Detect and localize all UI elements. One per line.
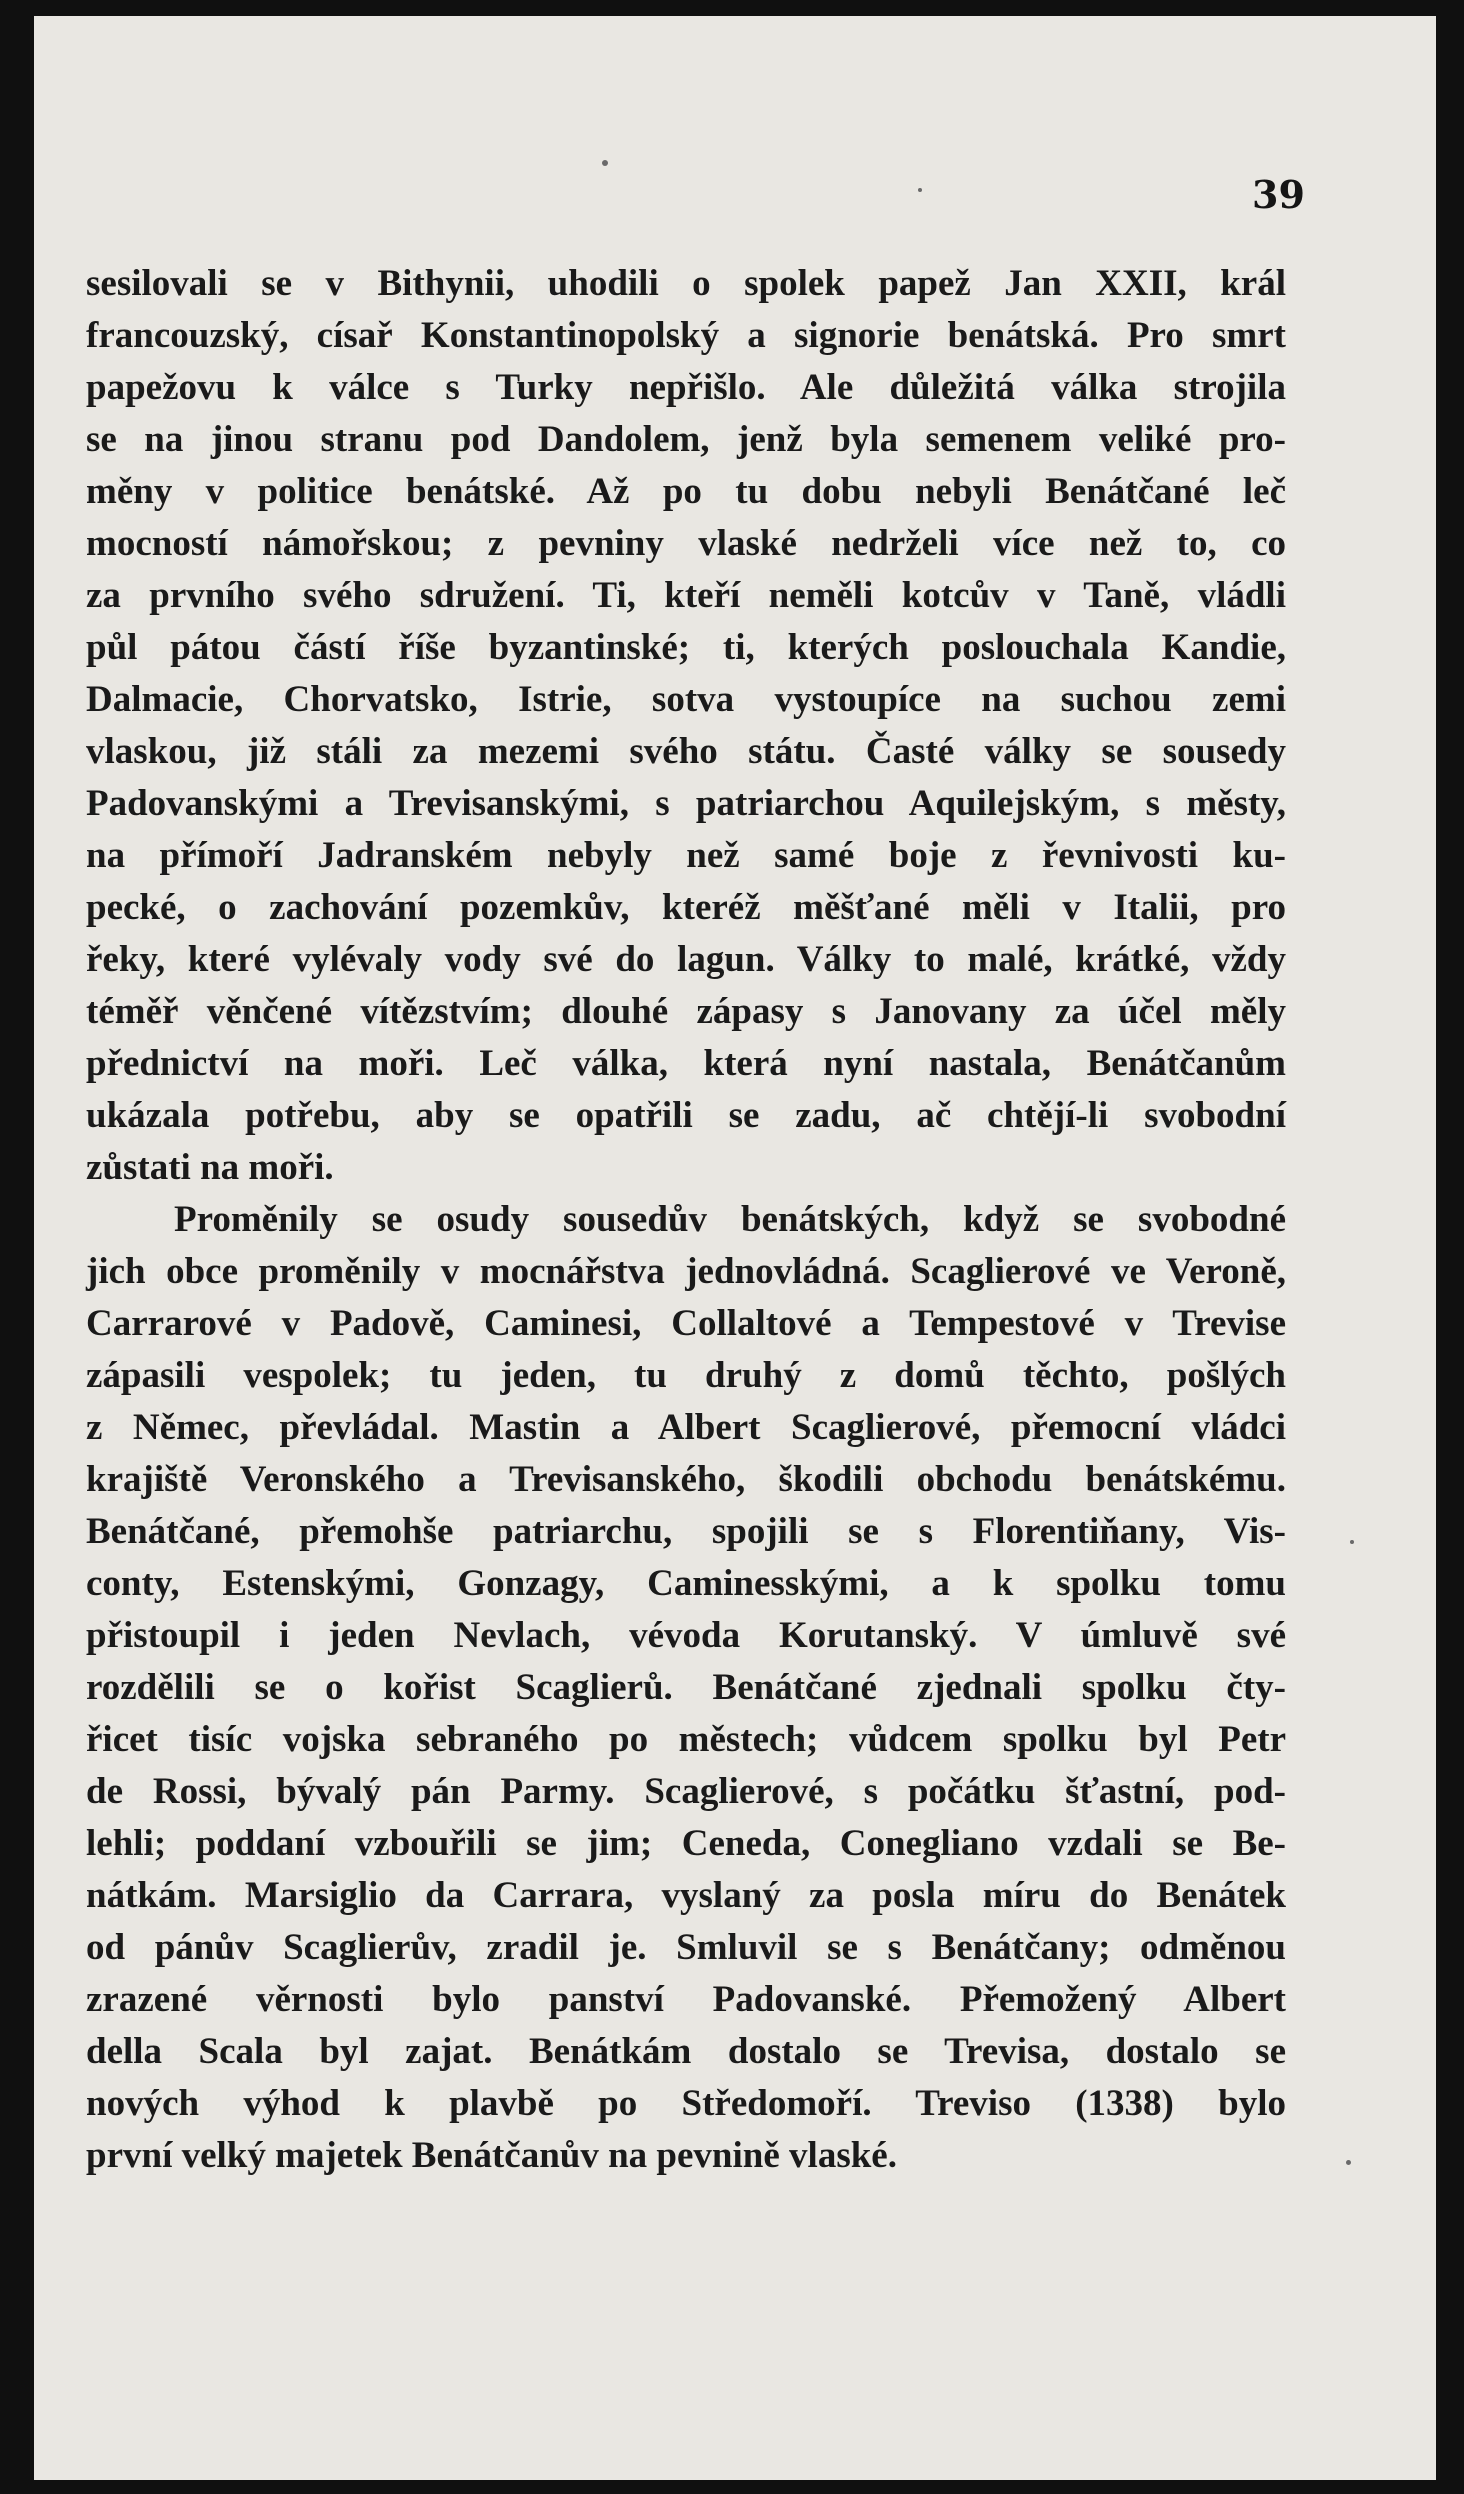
text-line: měny v politice benátské. Až po tu dobu nebyli Benátčané leč — [86, 471, 1286, 512]
text-line: zrazené věrnosti bylo panství Padovanské. Přemožený Albert — [86, 1979, 1286, 2020]
text-line: na přímoří Jadranském nebyly než samé boje z řevnivosti ku- — [86, 835, 1286, 876]
text-line: řicet tisíc vojska sebraného po městech; vůdcem spolku byl Petr — [86, 1719, 1286, 1760]
text-line: přistoupil i jeden Nevlach, vévoda Korutanský. V úmluvě své — [86, 1615, 1286, 1656]
text-line: od pánův Scaglierův, zradil je. Smluvil se s Benátčany; odměnou — [86, 1927, 1286, 1968]
text-line: conty, Estenskými, Gonzagy, Caminesskými, a k spolku tomu — [86, 1563, 1286, 1604]
text-line: za prvního svého sdružení. Ti, kteří neměli kotcův v Taně, vládli — [86, 575, 1286, 616]
text-line: z Němec, převládal. Mastin a Albert Scaglierové, přemocní vládci — [86, 1407, 1286, 1448]
text-line: lehli; poddaní vzbouřili se jim; Ceneda, Conegliano vzdali se Be- — [86, 1823, 1286, 1864]
text-line: sesilovali se v Bithynii, uhodili o spolek papež Jan XXII, král — [86, 263, 1286, 304]
text-line: mocností námořskou; z pevniny vlaské nedrželi více než to, co — [86, 523, 1286, 564]
text-line: řeky, které vylévaly vody své do lagun. Války to malé, krátké, vždy — [86, 939, 1286, 980]
text-line: de Rossi, bývalý pán Parmy. Scaglierové, s počátku šťastní, pod- — [86, 1771, 1286, 1812]
text-line: Benátčané, přemohše patriarchu, spojili se s Florentiňany, Vis- — [86, 1511, 1286, 1552]
text-line: nátkám. Marsiglio da Carrara, vyslaný za posla míru do Benátek — [86, 1875, 1286, 1916]
text-line: Carrarové v Padově, Caminesi, Collaltové a Tempestové v Trevise — [86, 1303, 1286, 1344]
text-line: francouzský, císař Konstantinopolský a signorie benátská. Pro smrt — [86, 315, 1286, 356]
text-line: zápasili vespolek; tu jeden, tu druhý z domů těchto, pošlých — [86, 1355, 1286, 1396]
text-line: Padovanskými a Trevisanskými, s patriarchou Aquilejským, s městy, — [86, 783, 1286, 824]
text-line: se na jinou stranu pod Dandolem, jenž byla semenem veliké pro- — [86, 419, 1286, 460]
scan-border-right — [1436, 0, 1464, 2494]
text-line: zůstati na moři. — [86, 1147, 334, 1188]
text-line: přednictví na moři. Leč válka, která nyní nastala, Benátčanům — [86, 1043, 1286, 1084]
text-line: krajiště Veronského a Trevisanského, škodili obchodu benátskému. — [86, 1459, 1286, 1500]
page-number: 39 — [1252, 172, 1305, 217]
scan-speck — [918, 188, 922, 192]
text-line: della Scala byl zajat. Benátkám dostalo se Trevisa, dostalo se — [86, 2031, 1286, 2072]
text-line: téměř věnčené vítězstvím; dlouhé zápasy s Janovany za účel měly — [86, 991, 1286, 1032]
scan-border-left — [0, 0, 34, 2494]
text-line: vlaskou, již stáli za mezemi svého státu. Časté války se sousedy — [86, 731, 1286, 772]
body-text — [86, 258, 1286, 2182]
text-line: ukázala potřebu, aby se opatřili se zadu, ač chtějí-li svobodní — [86, 1095, 1286, 1136]
scan-speck — [1350, 1540, 1354, 1544]
text-line: jich obce proměnily v mocnářstva jednovládná. Scaglierové ve Veroně, — [86, 1251, 1286, 1292]
text-line: rozdělili se o kořist Scaglierů. Benátčané zjednali spolku čty- — [86, 1667, 1286, 1708]
scan-border-bottom — [0, 2480, 1464, 2494]
scan-speck — [1346, 2160, 1351, 2165]
text-line: půl pátou částí říše byzantinské; ti, kterých poslouchala Kandie, — [86, 627, 1286, 668]
scan-border-top — [0, 0, 1464, 16]
text-line: Proměnily se osudy sousedův benátských, když se svobodné — [174, 1199, 1286, 1240]
text-line: pecké, o zachování pozemkův, kteréž měšťané měli v Italii, pro — [86, 887, 1286, 928]
text-line: nových výhod k plavbě po Středomoří. Treviso (1338) bylo — [86, 2083, 1286, 2124]
text-line: papežovu k válce s Turky nepřišlo. Ale důležitá válka strojila — [86, 367, 1286, 408]
text-line: první velký majetek Benátčanův na pevnině vlaské. — [86, 2135, 897, 2176]
scan-speck — [602, 160, 608, 166]
paragraph-2 — [86, 1194, 1286, 2182]
paragraph-1 — [86, 258, 1286, 1194]
text-line: Dalmacie, Chorvatsko, Istrie, sotva vystoupíce na suchou zemi — [86, 679, 1286, 720]
